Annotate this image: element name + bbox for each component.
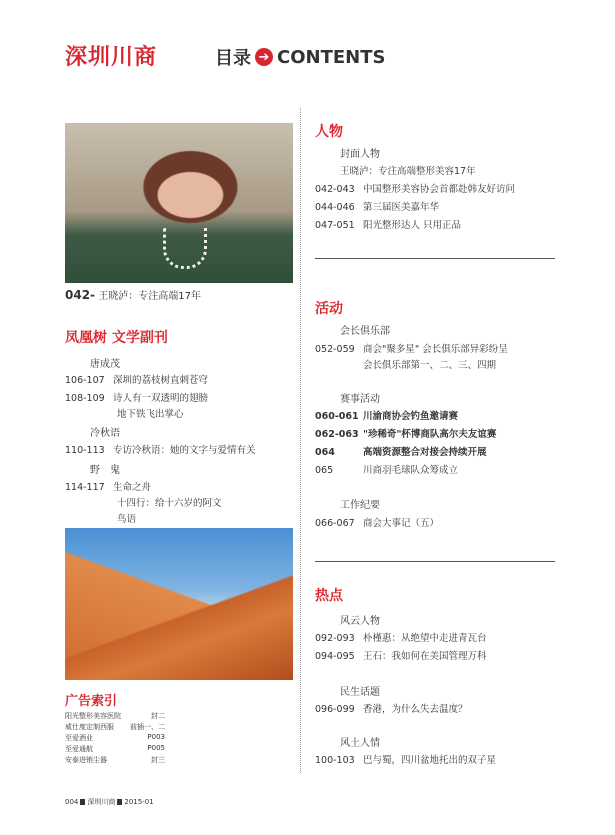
- entry-title: 香港，为什么失去温度？: [363, 704, 468, 715]
- footer-page-number: 004: [65, 798, 79, 806]
- toc-entry[interactable]: [363, 357, 496, 371]
- entry-page: 065: [315, 465, 334, 476]
- arrow-right-icon: ➔: [255, 48, 273, 66]
- entry-title: 中国整形美容协会首都赴韩友好访问: [363, 184, 516, 195]
- entry-page: 106-107: [65, 375, 105, 386]
- section-title-literary: 凤凰树 文学副刊: [65, 330, 168, 346]
- entry-title: 鸟语: [117, 514, 137, 525]
- entry-page: 052-059: [315, 344, 355, 355]
- entry-page: 110-113: [65, 445, 105, 456]
- ad-row: [65, 722, 165, 732]
- footer-magazine-name: 深圳川商: [87, 798, 116, 806]
- section-rule: [315, 258, 555, 259]
- cover-portrait-photo: [65, 123, 293, 283]
- entry-title: 专访冷秋语：她的文字与爱情有关: [113, 445, 256, 456]
- ad-page: 前插一、二: [130, 723, 165, 731]
- entry-title: 川商羽毛球队众筹成立: [363, 465, 459, 476]
- toc-entry[interactable]: [315, 515, 439, 529]
- entry-title: 深圳的荔枝树直刺苍穹: [113, 375, 209, 386]
- author-name: 唐成茂: [90, 359, 120, 370]
- ad-row: [65, 755, 165, 765]
- ad-row: [65, 711, 165, 721]
- author-name: 冷秋语: [90, 428, 120, 439]
- entry-title: 朴槿惠：从绝望中走进青瓦台: [363, 633, 487, 644]
- entry-page: 060-061: [315, 411, 359, 422]
- entry-title: 商会大事记（五）: [363, 518, 440, 529]
- entry-title: 诗人有一双透明的翅膀: [113, 393, 209, 404]
- toc-entry[interactable]: [315, 341, 508, 355]
- subsection-title: 赛事活动: [340, 394, 380, 405]
- subsection-title: 封面人物: [340, 149, 380, 160]
- ad-page: 封二: [151, 712, 165, 720]
- entry-page: 092-093: [315, 633, 355, 644]
- section-title-hot: 热点: [315, 588, 343, 604]
- page-footer: [65, 797, 154, 807]
- subsection-title: 风云人物: [340, 616, 380, 627]
- subsection-title: 民生话题: [340, 687, 380, 698]
- entry-page: 100-103: [315, 755, 355, 766]
- caption-text: 王晓泸：专注高端17年: [98, 291, 201, 302]
- subsection-title: 会长俱乐部: [340, 326, 390, 337]
- entry-page: 042-043: [315, 184, 355, 195]
- toc-entry[interactable]: [315, 181, 515, 195]
- entry-page: 114-117: [65, 482, 105, 493]
- entry-page: 066-067: [315, 518, 355, 529]
- ad-name: 威仕度定制西服: [65, 723, 114, 731]
- toc-entry[interactable]: [340, 163, 476, 177]
- ad-page: 封三: [151, 756, 165, 764]
- toc-entry[interactable]: [315, 752, 496, 766]
- entry-title: 第三届医美嘉年华: [363, 202, 440, 213]
- toc-entry[interactable]: [315, 426, 496, 440]
- toc-entry[interactable]: [117, 511, 136, 525]
- ad-row: [65, 733, 165, 743]
- subsection-title: 风土人情: [340, 738, 380, 749]
- section-title-people: 人物: [315, 124, 343, 140]
- toc-label-en: CONTENTS: [277, 46, 386, 68]
- toc-entry[interactable]: [315, 444, 487, 458]
- ad-name: 阳光整形美容医院: [65, 712, 121, 720]
- toc-entry[interactable]: [65, 372, 208, 386]
- entry-page: 044-046: [315, 202, 355, 213]
- entry-page: 094-095: [315, 651, 355, 662]
- toc-entry[interactable]: [315, 648, 487, 662]
- toc-entry[interactable]: [315, 701, 468, 715]
- toc-entry[interactable]: [315, 217, 461, 231]
- entry-title: 十四行：给十六岁的阿文: [117, 498, 222, 509]
- ad-row: [65, 744, 165, 754]
- entry-title: 商会"聚多星" 会长俱乐部异彩纷呈: [363, 344, 508, 355]
- author-name: 野 鬼: [90, 465, 120, 476]
- entry-title: "珍稀奇"杯博商队高尔夫友谊赛: [363, 429, 497, 440]
- toc-entry[interactable]: [315, 408, 458, 422]
- magazine-logo: 深圳川商: [65, 45, 158, 70]
- entry-title: 阳光整形达人 只用正品: [363, 220, 462, 231]
- ad-page: P005: [147, 744, 165, 752]
- footer-issue: 2015-01: [124, 798, 154, 806]
- entry-title: 高端资源整合对接会持续开展: [363, 447, 487, 458]
- entry-title: 川渝商协会钓鱼邀请赛: [363, 411, 459, 422]
- toc-entry[interactable]: [315, 462, 458, 476]
- subsection-title: 工作纪要: [340, 500, 380, 511]
- toc-entry[interactable]: [315, 630, 487, 644]
- entry-page: 064: [315, 447, 335, 458]
- entry-title: 巴与蜀，四川盆地托出的双子星: [363, 755, 497, 766]
- toc-label-cn: 目录: [215, 48, 251, 69]
- section-title-activity: 活动: [315, 301, 343, 317]
- toc-entry[interactable]: [65, 390, 208, 404]
- toc-entry[interactable]: [117, 406, 184, 420]
- entry-title: 地下铁飞出掌心: [117, 409, 184, 420]
- ad-name: 至爱通航: [65, 745, 93, 753]
- entry-page: 047-051: [315, 220, 355, 231]
- toc-entry[interactable]: [117, 495, 222, 509]
- contents-heading: [215, 44, 385, 70]
- toc-entry[interactable]: [65, 442, 256, 456]
- column-divider: [300, 108, 301, 773]
- entry-title: 会长俱乐部第一、二、三、四期: [363, 360, 497, 371]
- cover-photo-caption: [65, 287, 201, 302]
- toc-entry[interactable]: [315, 199, 439, 213]
- ad-index-title: 广告索引: [65, 694, 118, 709]
- toc-entry[interactable]: [65, 479, 151, 493]
- entry-title: 王石：我如何在美国管理万科: [363, 651, 487, 662]
- section-rule: [315, 561, 555, 562]
- entry-page: 096-099: [315, 704, 355, 715]
- ad-name: 安泰进销尘器: [65, 756, 107, 764]
- entry-page: 062-063: [315, 429, 359, 440]
- ad-page: P003: [147, 733, 165, 741]
- caption-page: 042-: [65, 288, 96, 302]
- entry-title: 生命之舟: [113, 482, 152, 493]
- entry-page: 108-109: [65, 393, 105, 404]
- desert-photo: [65, 528, 293, 680]
- entry-title: 王晓泸：专注高端整形美容17年: [340, 166, 476, 177]
- ad-name: 至爱酒业: [65, 734, 93, 742]
